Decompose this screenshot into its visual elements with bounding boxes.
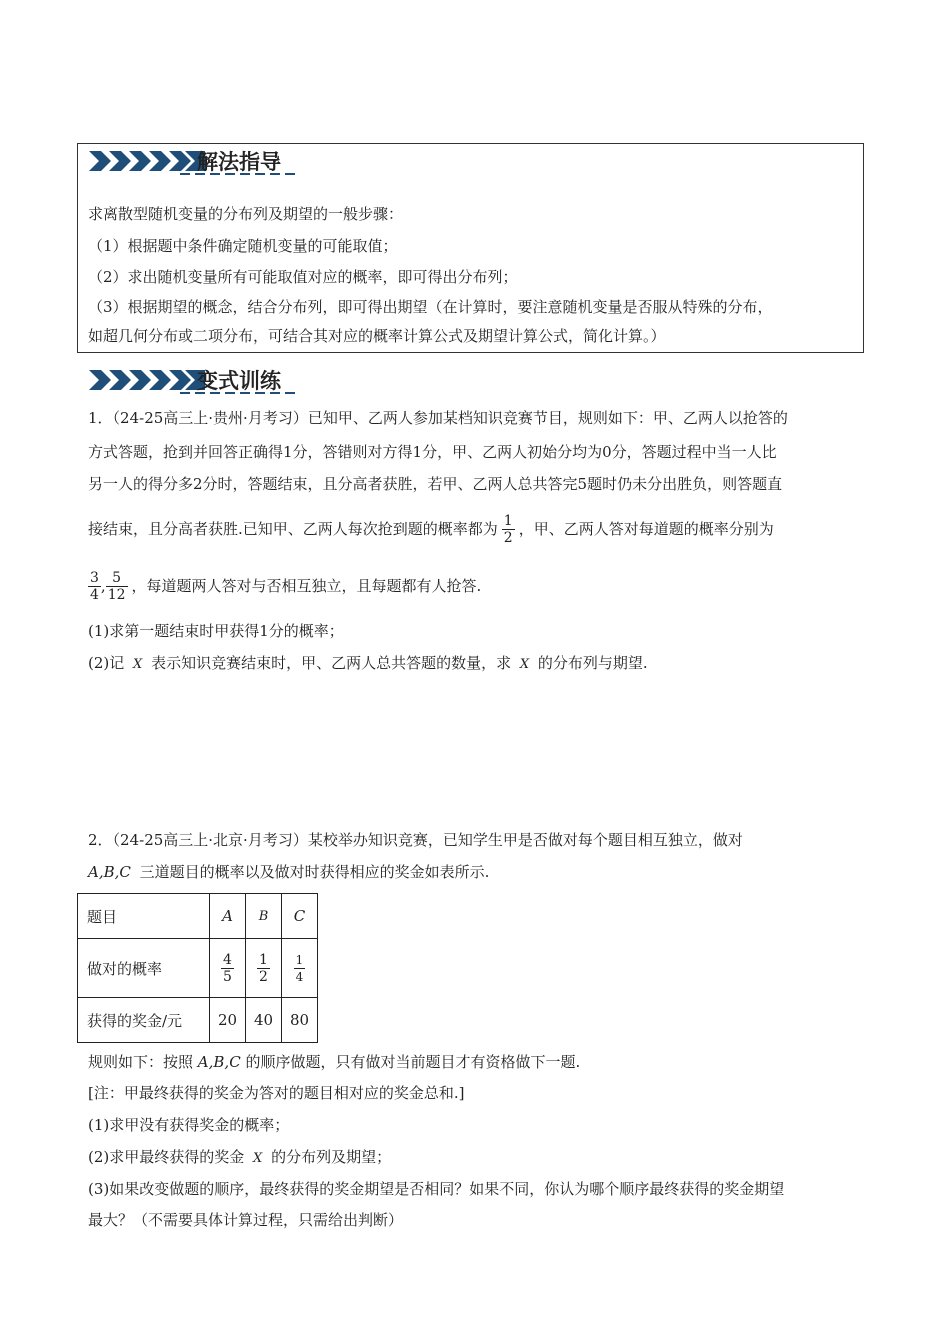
q1-line: 1．（24-25高三上·贵州·月考习）已知甲、乙两人参加某档知识竞赛节目，规则如下：甲、乙两人以抢答的 [88,409,788,427]
q1-text: ，每道题两人答对与否相互独立，且每题都有人抢答. [131,577,482,595]
table-row [78,939,318,998]
table-cell: C [282,894,318,939]
q1-text: 表示知识竞赛结束时，甲、乙两人总共答题的数量，求 [151,654,512,672]
q2-text: (2)求甲最终获得的奖金 [88,1148,245,1166]
q1-line-with-fraction [88,508,774,550]
fraction-five-twelfths [106,570,128,603]
table-cell: 80 [282,998,318,1043]
variable-x: X [519,657,530,672]
table-cell [246,939,282,998]
fraction-numerator: 1 [295,952,304,967]
fraction-numerator: 5 [112,569,122,586]
guide-step: 如超几何分布或二项分布，可结合其对应的概率计算公式及期望计算公式，简化计算。） [88,327,666,345]
table-cell: 做对的概率 [78,939,210,998]
variables-abc: A,B,C [197,1053,241,1071]
q1-line: 另一人的得分多2分时，答题结束，且分高者获胜，若甲、乙两人总共答完5题时仍未分出胜负，则答题直 [88,475,783,493]
fraction-denominator: 2 [503,529,513,546]
table-cell: A [210,894,246,939]
q2-line: 2．（24-25高三上·北京·月考习）某校举办知识竞赛，已知学生甲是否做对每个题目相互独立，做对 [88,831,743,849]
q2-text: 的顺序做题，只有做对当前题目才有资格做下一题. [245,1053,581,1071]
q2-note: [注：甲最终获得的奖金为答对的题目相对应的奖金总和.] [88,1084,465,1102]
guide-step: （3）根据期望的概念，结合分布列，即可得出期望（在计算时，要注意随机变量是否服从特殊的分布， [88,298,773,316]
table-cell: 获得的奖金/元 [78,998,210,1043]
table-cell: 40 [246,998,282,1043]
q1-text: 接结束，且分高者获胜.已知甲、乙两人每次抢到题的概率都为 [88,520,498,538]
fraction-denominator: 2 [259,968,268,985]
fraction-numerator: 1 [503,512,513,529]
q2-subquestion-2 [88,1147,391,1169]
q2-subquestion-3-cont: 最大？（不需要具体计算过程，只需给出判断） [88,1211,404,1229]
fraction-half [502,513,515,546]
variable-x: X [133,657,143,672]
fraction-three-quarters [88,570,101,603]
q2-rule [88,1052,580,1072]
variable-x: X [253,1151,263,1166]
fraction-denominator: 4 [295,969,304,984]
fraction-prob-b [257,952,270,985]
table-cell: 20 [210,998,246,1043]
table-cell [282,939,318,998]
q1-line-with-fractions [88,565,481,607]
fraction-prob-a [221,952,234,985]
guide-step: （2）求出随机变量所有可能取值对应的概率，即可得出分布列； [88,268,518,286]
q1-subquestion-2 [88,653,648,675]
fraction-prob-c [294,952,306,985]
q2-subquestion-1: (1)求甲没有获得奖金的概率； [88,1116,290,1134]
chevrons-icon [89,151,191,171]
q1-text: ，甲、乙两人答对每道题的概率分别为 [518,520,774,538]
fraction-numerator: 1 [259,951,268,968]
fraction-denominator: 5 [223,968,232,985]
q1-text: (2)记 [88,654,125,672]
table-row [78,998,318,1043]
fraction-numerator: 4 [223,951,232,968]
q2-text: 规则如下：按照 [88,1053,194,1071]
prize-table [77,893,318,1043]
q2-line [88,862,489,882]
q2-text: 三道题目的概率以及做对时获得相应的奖金如表所示. [139,863,490,881]
guide-step: （1）根据题中条件确定随机变量的可能取值； [88,237,398,255]
q2-subquestion-3: (3)如果改变做题的顺序，最终获得的奖金期望是否相同？如果不同，你认为哪个顺序最终获得的奖金期望 [88,1180,785,1198]
guide-intro: 求离散型随机变量的分布列及期望的一般步骤： [88,205,404,223]
q2-text: 的分布列及期望； [271,1148,392,1166]
chevrons-icon [89,370,191,390]
fraction-denominator: 12 [107,586,126,603]
table-cell: B [246,894,282,939]
variables-abc: A,B,C [88,863,131,881]
practice-title: 变式训练 [197,369,281,393]
guide-title: 解法指导 [197,150,281,174]
fraction-denominator: 4 [90,586,99,603]
fraction-numerator: 3 [90,569,99,586]
table-cell [210,939,246,998]
q1-subquestion-1: (1)求第一题结束时甲获得1分的概率； [88,622,344,640]
table-row [78,894,318,939]
q1-text: 的分布列与期望. [537,654,648,672]
table-cell: 题目 [78,894,210,939]
separator: , [100,577,106,595]
q1-line: 方式答题，抢到并回答正确得1分，答错则对方得1分，甲、乙两人初始分均为0分，答题过程中当一人比 [88,443,777,461]
